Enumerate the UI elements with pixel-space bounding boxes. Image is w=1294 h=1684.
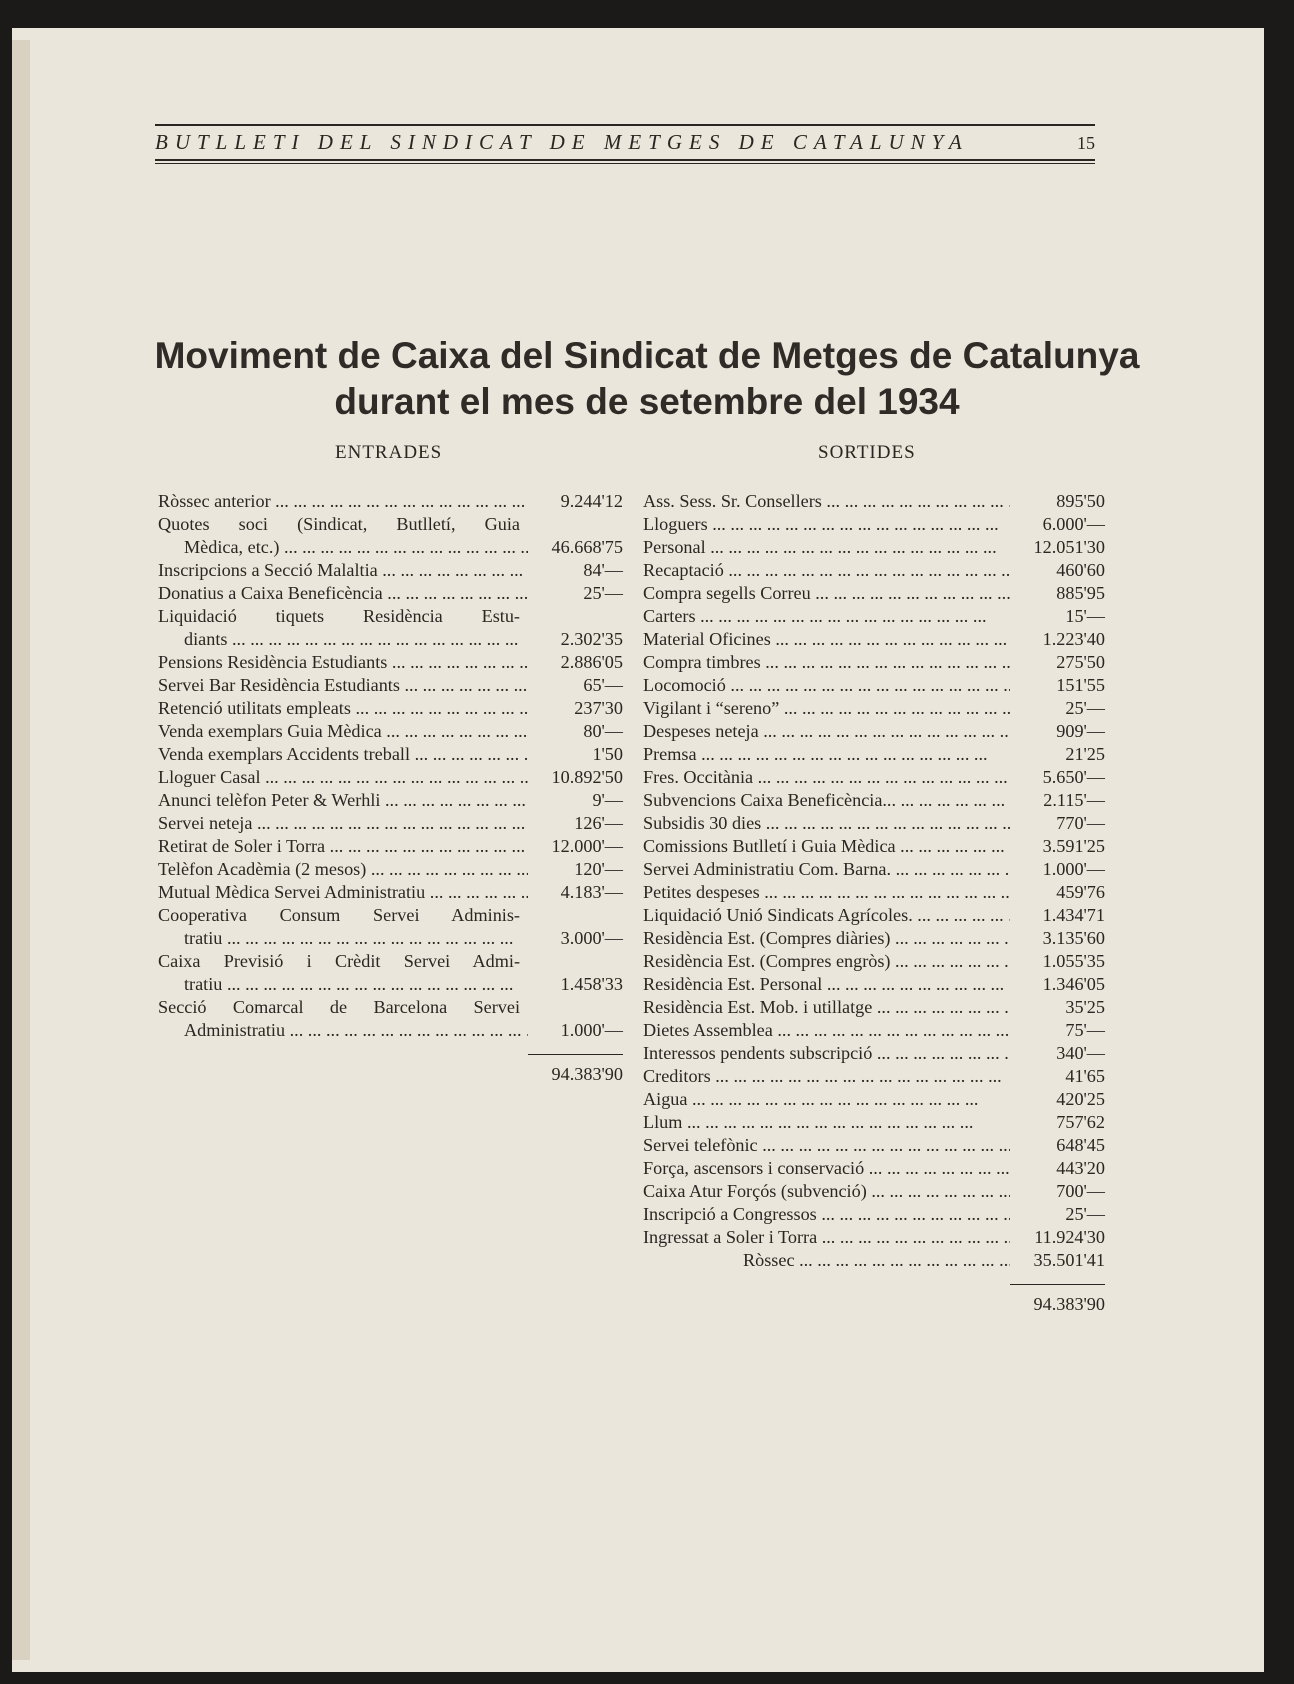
entry-amount: 126'— <box>574 813 623 833</box>
entry-amount: 35'25 <box>1065 997 1105 1017</box>
entry-label: Locomoció ... . <box>643 674 1010 697</box>
ledger-entry <box>643 766 1105 789</box>
ledger-entry <box>643 1019 1105 1042</box>
entry-amount: 895'50 <box>1056 491 1105 511</box>
ledger-entry <box>643 1226 1105 1249</box>
entry-label: Mèdica, etc.) ... . <box>158 536 528 559</box>
entry-label: Material Oficines ... . <box>643 628 1010 651</box>
ledger-entry <box>643 789 1105 812</box>
ledger-entry <box>643 835 1105 858</box>
entry-amount: 1.000'— <box>560 1020 623 1040</box>
ledger-entry <box>643 628 1105 651</box>
ledger-entry <box>158 789 623 812</box>
title-line-1: Moviment de Caixa del Sindicat de Metges de Catalunya <box>154 335 1140 376</box>
entry-label: Pensions Residència Estudiants ... . <box>158 651 528 674</box>
entry-amount: 25'— <box>1065 698 1105 718</box>
entry-label: Lloguer Casal ... . <box>158 766 528 789</box>
ledger-entry <box>643 1111 1105 1134</box>
ledger-entry <box>158 1019 623 1042</box>
entry-label: Comissions Butlletí i Guia Mèdica ... . <box>643 835 1010 858</box>
ledger-entry <box>643 996 1105 1019</box>
ledger-entry <box>643 1203 1105 1226</box>
ledger-entry <box>158 651 623 674</box>
entry-label: Aigua ... . <box>643 1088 1010 1111</box>
entry-label: Residència Est. (Compres engròs) ... . <box>643 950 1010 973</box>
entry-amount: 6.000'— <box>1042 514 1105 534</box>
entry-label: Premsa ... . <box>643 743 1010 766</box>
ledger-entry <box>158 628 623 651</box>
entry-amount: 41'65 <box>1065 1066 1105 1086</box>
ledger-entry-line <box>158 513 623 536</box>
ledger-entry <box>158 881 623 904</box>
entry-amount: 275'50 <box>1056 652 1105 672</box>
ledger-entry <box>643 881 1105 904</box>
entry-amount: 3.000'— <box>560 928 623 948</box>
sortides-heading: SORTIDES <box>818 442 916 463</box>
entry-label: Despeses neteja ... . <box>643 720 1010 743</box>
ledger-entry <box>643 582 1105 605</box>
page-edge <box>12 40 30 1660</box>
entry-label: Petites despeses ... . <box>643 881 1010 904</box>
total-row <box>158 1042 623 1086</box>
entry-amount: 700'— <box>1056 1181 1105 1201</box>
entry-label: Ingressat a Soler i Torra ... . <box>643 1226 1010 1249</box>
entry-label: Recaptació ... . <box>643 559 1010 582</box>
entry-amount: 460'60 <box>1056 560 1105 580</box>
entry-amount: 2.115'— <box>1043 790 1105 810</box>
ledger-entry <box>158 490 623 513</box>
entry-amount: 1.055'35 <box>1042 951 1105 971</box>
entry-amount: 35.501'41 <box>1033 1250 1105 1270</box>
entry-label: Servei Bar Residència Estudiants ... . <box>158 674 528 697</box>
entry-label: Servei Administratiu Com. Barna. ... . <box>643 858 1010 881</box>
ledger-entry <box>643 743 1105 766</box>
ledger-entry <box>643 697 1105 720</box>
entry-amount: 648'45 <box>1056 1135 1105 1155</box>
ledger-entry <box>643 1157 1105 1180</box>
ledger-entry <box>643 950 1105 973</box>
ledger-entry <box>643 720 1105 743</box>
entry-amount: 12.000'— <box>551 836 623 856</box>
entry-label: Anunci telèfon Peter & Werhli ... . <box>158 789 528 812</box>
header-rule <box>155 163 1095 164</box>
entry-amount: 80'— <box>583 721 623 741</box>
entry-label: Vigilant i “sereno” ... . <box>643 697 1010 720</box>
running-header <box>155 122 1095 166</box>
entry-amount: 21'25 <box>1065 744 1105 764</box>
ledger-entry <box>643 1134 1105 1157</box>
ledger-entry <box>643 858 1105 881</box>
ledger-entry <box>643 490 1105 513</box>
ledger-entry <box>158 720 623 743</box>
ledger-entry <box>158 536 623 559</box>
ledger-entry-line <box>158 996 623 1019</box>
entry-amount: 770'— <box>1056 813 1105 833</box>
entry-label: Lloguers ... . <box>643 513 1010 536</box>
ledger-entry-line <box>158 904 623 927</box>
entrades-heading: ENTRADES <box>335 442 443 463</box>
entry-amount: 459'76 <box>1056 882 1105 902</box>
entry-label: Quotes soci (Sindicat, Butlletí, Guia <box>158 514 520 534</box>
entry-label: Creditors ... . <box>643 1065 1010 1088</box>
entry-amount: 757'62 <box>1056 1112 1105 1132</box>
entry-label: Personal ... . <box>643 536 1010 559</box>
ledger-entry <box>158 697 623 720</box>
entry-amount: 3.135'60 <box>1042 928 1105 948</box>
ledger-entry <box>158 743 623 766</box>
ledger-entry <box>158 835 623 858</box>
entry-amount: 75'— <box>1065 1020 1105 1040</box>
ledger-entry-line <box>158 950 623 973</box>
entry-label: Liquidació Unió Sindicats Agrícoles. ... . <box>643 904 1010 927</box>
entry-amount: 1.458'33 <box>560 974 623 994</box>
entry-label: Força, ascensors i conservació ... . <box>643 1157 1010 1180</box>
ledger-entry <box>643 651 1105 674</box>
entry-amount: 25'— <box>583 583 623 603</box>
entry-amount: 25'— <box>1065 1204 1105 1224</box>
ledger-entry <box>158 582 623 605</box>
ledger-entry <box>643 1249 1105 1272</box>
ledger-entry <box>643 559 1105 582</box>
ledger-entry <box>643 1088 1105 1111</box>
page-number: 15 <box>1077 133 1095 153</box>
entry-amount: 885'95 <box>1056 583 1105 603</box>
entry-label: Retenció utilitats empleats ... . <box>158 697 528 720</box>
entry-label: Llum ... . <box>643 1111 1010 1134</box>
entry-amount: 11.924'30 <box>1034 1227 1105 1247</box>
running-title: BUTLLETI DEL SINDICAT DE METGES DE CATALUNYA <box>155 130 969 154</box>
entry-label: Residència Est. Personal ... . <box>643 973 1010 996</box>
entry-amount: 3.591'25 <box>1042 836 1105 856</box>
entry-label: tratiu ... . <box>158 973 528 996</box>
entry-label: Ass. Sess. Sr. Consellers ... . <box>643 490 1010 513</box>
entry-amount: 9'— <box>592 790 623 810</box>
header-rule <box>155 124 1095 126</box>
entry-label: Secció Comarcal de Barcelona Servei <box>158 997 520 1017</box>
entry-amount: 65'— <box>583 675 623 695</box>
ledger-entry <box>643 927 1105 950</box>
ledger-entry <box>158 674 623 697</box>
entry-label: Interessos pendents subscripció ... . <box>643 1042 1010 1065</box>
entry-label: Ròssec anterior ... . <box>158 490 528 513</box>
entry-label: tratiu ... . <box>158 927 528 950</box>
entry-label: Compra segells Correu ... . <box>643 582 1010 605</box>
total-row <box>643 1272 1105 1316</box>
entry-label: Administratiu ... . <box>158 1019 528 1042</box>
entry-label: Inscripcions a Secció Malaltia ... . <box>158 559 528 582</box>
entry-amount: 443'20 <box>1056 1158 1105 1178</box>
entry-label: Dietes Assemblea ... . <box>643 1019 1010 1042</box>
total-amount: 94.383'90 <box>528 1054 623 1086</box>
ledger-entry <box>643 1042 1105 1065</box>
entry-amount: 10.892'50 <box>551 767 623 787</box>
entry-label: Telèfon Acadèmia (2 mesos) ... . <box>158 858 528 881</box>
ledger-entry <box>643 1065 1105 1088</box>
entry-label: Liquidació tiquets Residència Estu- <box>158 606 520 626</box>
entry-amount: 151'55 <box>1056 675 1105 695</box>
ledger-entry <box>643 536 1105 559</box>
ledger-entry <box>643 904 1105 927</box>
entry-amount: 1.000'— <box>1042 859 1105 879</box>
entry-amount: 420'25 <box>1056 1089 1105 1109</box>
title-line-2: durant el mes de setembre del 1934 <box>334 381 960 422</box>
ledger-entry <box>643 674 1105 697</box>
entry-amount: 1.346'05 <box>1042 974 1105 994</box>
entry-amount: 909'— <box>1056 721 1105 741</box>
entry-amount: 2.886'05 <box>560 652 623 672</box>
entry-label: Ròssec ... . <box>643 1249 1010 1272</box>
entry-label: Retirat de Soler i Torra ... . <box>158 835 528 858</box>
entry-label: Subsidis 30 dies ... . <box>643 812 1010 835</box>
entry-amount: 2.302'35 <box>560 629 623 649</box>
entry-amount: 120'— <box>574 859 623 879</box>
entry-label: Servei neteja ... . <box>158 812 528 835</box>
ledger-entry <box>643 973 1105 996</box>
ledger-entry-line <box>158 605 623 628</box>
entry-label: Subvencions Caixa Beneficència... ... . <box>643 789 1010 812</box>
ledger-entry <box>643 1180 1105 1203</box>
entry-amount: 1.223'40 <box>1042 629 1105 649</box>
entry-label: Residència Est. Mob. i utillatge ... . <box>643 996 1010 1019</box>
ledger-entry <box>158 766 623 789</box>
entry-label: Mutual Mèdica Servei Administratiu ... . <box>158 881 528 904</box>
entry-amount: 4.183'— <box>560 882 623 902</box>
entry-amount: 15'— <box>1065 606 1105 626</box>
entry-amount: 237'30 <box>574 698 623 718</box>
entry-label: diants ... . <box>158 628 528 651</box>
entry-label: Compra timbres ... . <box>643 651 1010 674</box>
entry-amount: 9.244'12 <box>560 491 623 511</box>
entry-label: Donatius a Caixa Beneficència ... . <box>158 582 528 605</box>
entry-amount: 1'50 <box>592 744 623 764</box>
entry-amount: 1.434'71 <box>1042 905 1105 925</box>
entry-amount: 5.650'— <box>1042 767 1105 787</box>
entry-label: Caixa Previsió i Crèdit Servei Admi- <box>158 951 520 971</box>
ledger-entry <box>158 973 623 996</box>
ledger-entry <box>643 513 1105 536</box>
entry-amount: 12.051'30 <box>1033 537 1105 557</box>
total-amount: 94.383'90 <box>1010 1284 1105 1316</box>
ledger-entry <box>643 812 1105 835</box>
entry-amount: 84'— <box>583 560 623 580</box>
entry-label: Servei telefònic ... . <box>643 1134 1010 1157</box>
entry-label: Inscripció a Congressos ... . <box>643 1203 1010 1226</box>
entry-amount: 340'— <box>1056 1043 1105 1063</box>
header-rule <box>155 159 1095 161</box>
entrades-list <box>158 490 623 1086</box>
ledger-entry <box>158 559 623 582</box>
entry-label: Venda exemplars Accidents treball ... . <box>158 743 528 766</box>
ledger-entry <box>643 605 1105 628</box>
page-title <box>100 333 1194 425</box>
entry-label: Residència Est. (Compres diàries) ... . <box>643 927 1010 950</box>
ledger-entry <box>158 858 623 881</box>
entry-label: Caixa Atur Forçós (subvenció) ... . <box>643 1180 1010 1203</box>
ledger-entry <box>158 812 623 835</box>
sortides-list <box>643 490 1105 1316</box>
entry-label: Venda exemplars Guia Mèdica ... . <box>158 720 528 743</box>
ledger-entry <box>158 927 623 950</box>
entry-label: Cooperativa Consum Servei Adminis- <box>158 905 520 925</box>
entry-amount: 46.668'75 <box>551 537 623 557</box>
entry-label: Carters ... . <box>643 605 1010 628</box>
entry-label: Fres. Occitània ... . <box>643 766 1010 789</box>
